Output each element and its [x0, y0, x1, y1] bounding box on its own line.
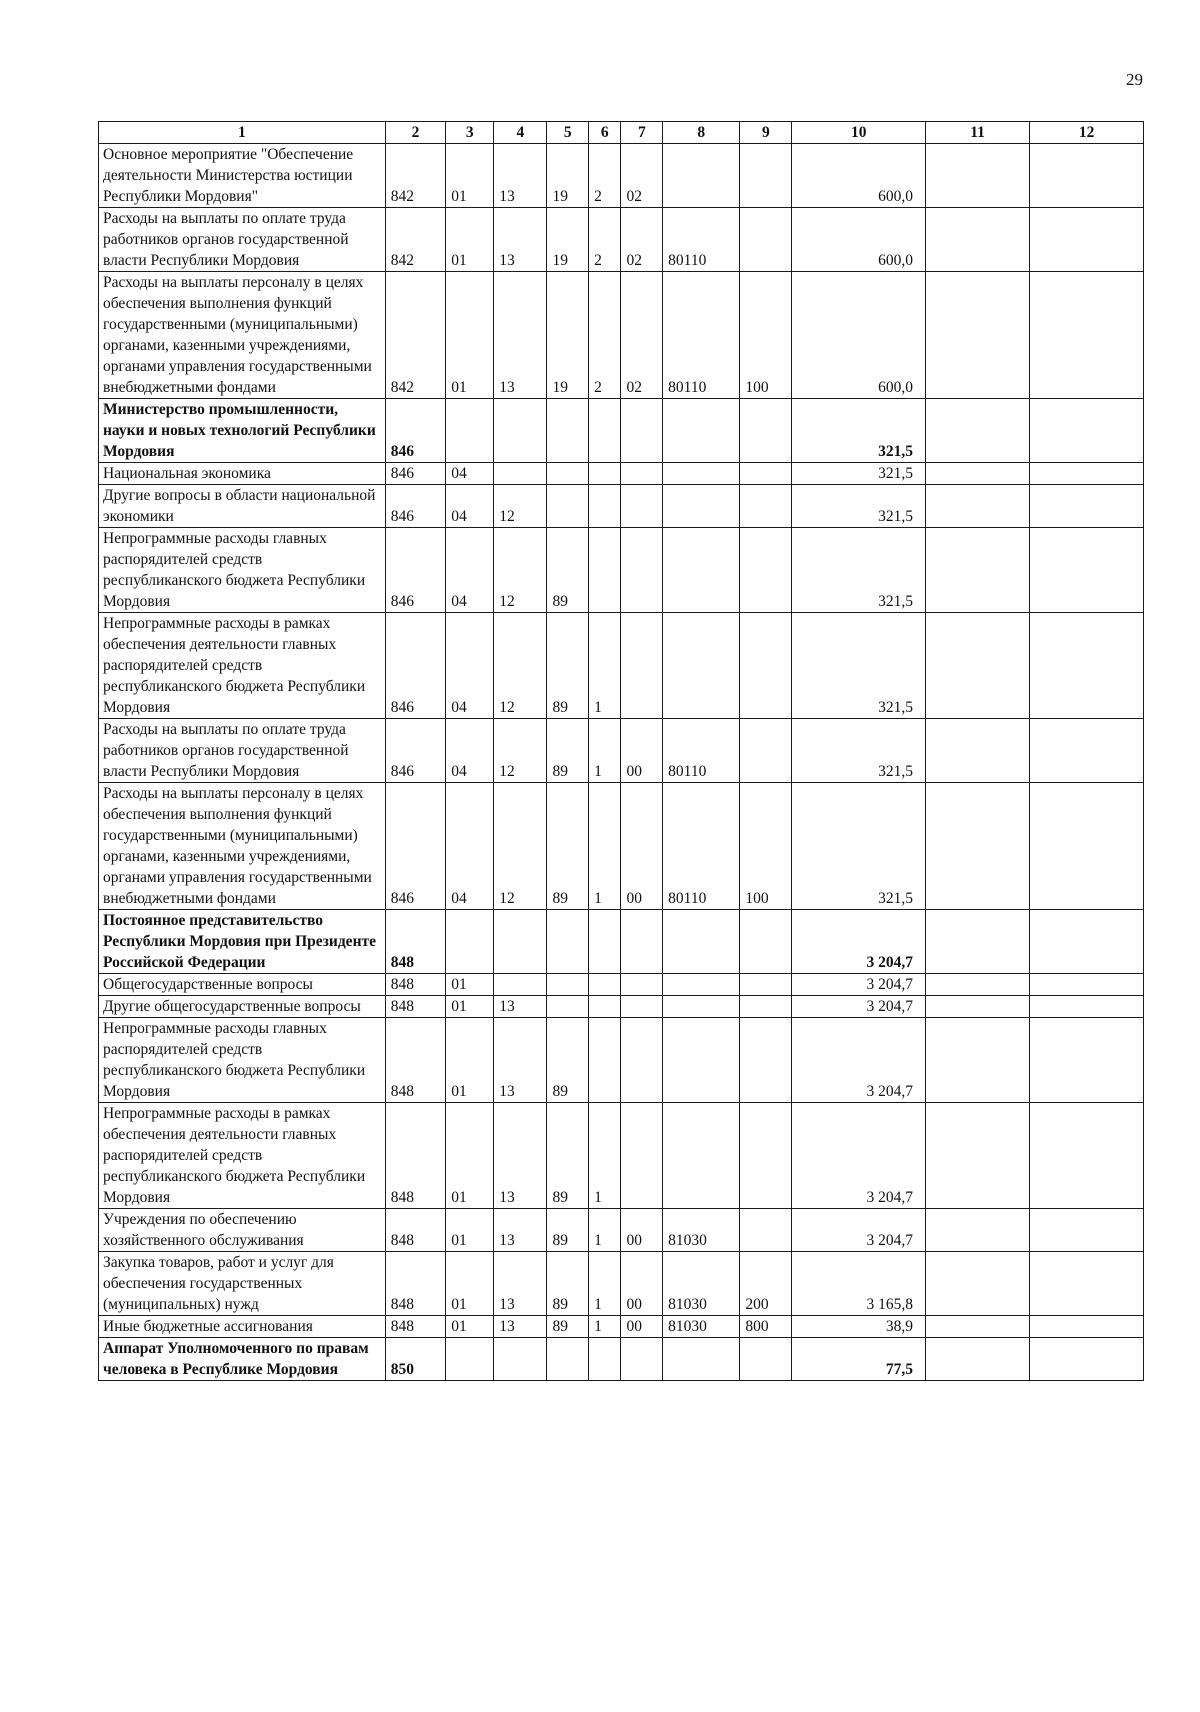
- section-cell: 01: [446, 1018, 494, 1103]
- direction-cell: [663, 1103, 740, 1209]
- chapter-cell: 848: [385, 1103, 445, 1209]
- event-cell: 02: [621, 208, 663, 272]
- column-header: 3: [446, 122, 494, 144]
- amount-cell: 321,5: [792, 399, 925, 463]
- row-name-cell: Непрограммные расходы в рамках обеспечения деятельности главных распорядителей средств республиканского бюджета Республики Мордовия: [99, 1103, 386, 1209]
- empty-cell-12: [1030, 1018, 1144, 1103]
- row-name-cell: Расходы на выплаты персоналу в целях обеспечения выполнения функций государственными (муниципальными) органами, казенными учреждениями, органами управления государственными внебюджетными фондами: [99, 272, 386, 399]
- row-name-cell: Иные бюджетные ассигнования: [99, 1316, 386, 1338]
- amount-cell: 600,0: [792, 208, 925, 272]
- subsection-cell: 13: [494, 208, 547, 272]
- amount-cell: 3 165,8: [792, 1252, 925, 1316]
- row-name-cell: Другие общегосударственные вопросы: [99, 996, 386, 1018]
- amount-cell: 3 204,7: [792, 1209, 925, 1252]
- empty-cell-11: [925, 1209, 1029, 1252]
- subsection-cell: 13: [494, 272, 547, 399]
- expense-type-cell: [740, 1018, 792, 1103]
- row-name-cell: Расходы на выплаты персоналу в целях обеспечения выполнения функций государственными (муниципальными) органами, казенными учреждениями, органами управления государственными внебюджетными фондами: [99, 783, 386, 910]
- subprogram-cell: 2: [589, 144, 621, 208]
- empty-cell-12: [1030, 1252, 1144, 1316]
- row-name-cell: Непрограммные расходы в рамках обеспечения деятельности главных распорядителей средств республиканского бюджета Республики Мордовия: [99, 613, 386, 719]
- subprogram-cell: [589, 463, 621, 485]
- subprogram-cell: [589, 485, 621, 528]
- row-name-cell: Непрограммные расходы главных распорядителей средств республиканского бюджета Республики Мордовия: [99, 528, 386, 613]
- empty-cell-12: [1030, 272, 1144, 399]
- row-name-cell: Постоянное представительство Республики Мордовия при Президенте Российской Федерации: [99, 910, 386, 974]
- subprogram-cell: 1: [589, 1316, 621, 1338]
- empty-cell-12: [1030, 974, 1144, 996]
- header-row: [99, 122, 1144, 144]
- amount-cell: 3 204,7: [792, 996, 925, 1018]
- amount-cell: 77,5: [792, 1338, 925, 1381]
- table-row: [99, 144, 1144, 208]
- direction-cell: [663, 1338, 740, 1381]
- expense-type-cell: [740, 528, 792, 613]
- program-cell: 89: [547, 719, 589, 783]
- direction-cell: [663, 485, 740, 528]
- expense-type-cell: 800: [740, 1316, 792, 1338]
- direction-cell: 81030: [663, 1316, 740, 1338]
- subprogram-cell: [589, 1338, 621, 1381]
- direction-cell: [663, 910, 740, 974]
- table-row: [99, 1252, 1144, 1316]
- section-cell: 01: [446, 144, 494, 208]
- amount-cell: 321,5: [792, 528, 925, 613]
- section-cell: 01: [446, 208, 494, 272]
- subsection-cell: 13: [494, 1103, 547, 1209]
- direction-cell: [663, 463, 740, 485]
- table-row: [99, 272, 1144, 399]
- amount-cell: 321,5: [792, 485, 925, 528]
- program-cell: 89: [547, 1316, 589, 1338]
- direction-cell: [663, 974, 740, 996]
- budget-table-container: [98, 121, 1144, 1381]
- event-cell: 00: [621, 1252, 663, 1316]
- expense-type-cell: 200: [740, 1252, 792, 1316]
- amount-cell: 3 204,7: [792, 974, 925, 996]
- subprogram-cell: 1: [589, 1209, 621, 1252]
- chapter-cell: 846: [385, 783, 445, 910]
- chapter-cell: 848: [385, 974, 445, 996]
- chapter-cell: 850: [385, 1338, 445, 1381]
- subprogram-cell: [589, 910, 621, 974]
- subprogram-cell: 2: [589, 208, 621, 272]
- event-cell: [621, 1018, 663, 1103]
- section-cell: 04: [446, 719, 494, 783]
- subprogram-cell: [589, 528, 621, 613]
- column-header: 9: [740, 122, 792, 144]
- empty-cell-12: [1030, 783, 1144, 910]
- amount-cell: 600,0: [792, 144, 925, 208]
- chapter-cell: 846: [385, 485, 445, 528]
- column-header: 4: [494, 122, 547, 144]
- subsection-cell: [494, 1338, 547, 1381]
- column-header: 8: [663, 122, 740, 144]
- amount-cell: 3 204,7: [792, 1103, 925, 1209]
- event-cell: 00: [621, 719, 663, 783]
- empty-cell-12: [1030, 144, 1144, 208]
- table-row: [99, 528, 1144, 613]
- empty-cell-11: [925, 399, 1029, 463]
- subsection-cell: [494, 463, 547, 485]
- program-cell: 19: [547, 208, 589, 272]
- program-cell: 89: [547, 783, 589, 910]
- empty-cell-11: [925, 1018, 1029, 1103]
- empty-cell-12: [1030, 528, 1144, 613]
- section-cell: 01: [446, 272, 494, 399]
- column-header: 5: [547, 122, 589, 144]
- empty-cell-12: [1030, 463, 1144, 485]
- empty-cell-11: [925, 528, 1029, 613]
- empty-cell-11: [925, 144, 1029, 208]
- direction-cell: 80110: [663, 719, 740, 783]
- direction-cell: 80110: [663, 783, 740, 910]
- empty-cell-12: [1030, 1338, 1144, 1381]
- row-name-cell: Общегосударственные вопросы: [99, 974, 386, 996]
- amount-cell: 321,5: [792, 783, 925, 910]
- page-number: 29: [1126, 70, 1143, 89]
- section-cell: 04: [446, 463, 494, 485]
- expense-type-cell: [740, 1338, 792, 1381]
- section-cell: 01: [446, 1252, 494, 1316]
- subsection-cell: 13: [494, 1018, 547, 1103]
- program-cell: [547, 399, 589, 463]
- event-cell: 02: [621, 144, 663, 208]
- chapter-cell: 842: [385, 208, 445, 272]
- empty-cell-12: [1030, 996, 1144, 1018]
- section-cell: 01: [446, 974, 494, 996]
- section-cell: 01: [446, 996, 494, 1018]
- section-cell: 01: [446, 1209, 494, 1252]
- chapter-cell: 846: [385, 399, 445, 463]
- chapter-cell: 842: [385, 272, 445, 399]
- chapter-cell: 848: [385, 1209, 445, 1252]
- direction-cell: 80110: [663, 208, 740, 272]
- program-cell: 19: [547, 144, 589, 208]
- amount-cell: 600,0: [792, 272, 925, 399]
- subprogram-cell: 2: [589, 272, 621, 399]
- program-cell: [547, 974, 589, 996]
- event-cell: [621, 974, 663, 996]
- program-cell: [547, 463, 589, 485]
- event-cell: 00: [621, 1209, 663, 1252]
- table-row: [99, 974, 1144, 996]
- column-header: 6: [589, 122, 621, 144]
- empty-cell-11: [925, 996, 1029, 1018]
- amount-cell: 3 204,7: [792, 910, 925, 974]
- table-row: [99, 783, 1144, 910]
- subsection-cell: 13: [494, 1209, 547, 1252]
- direction-cell: [663, 996, 740, 1018]
- direction-cell: 81030: [663, 1252, 740, 1316]
- expense-type-cell: [740, 485, 792, 528]
- subsection-cell: 12: [494, 783, 547, 910]
- event-cell: [621, 1338, 663, 1381]
- subsection-cell: [494, 910, 547, 974]
- program-cell: [547, 485, 589, 528]
- budget-table: [98, 121, 1144, 1381]
- table-row: [99, 1209, 1144, 1252]
- subprogram-cell: [589, 1018, 621, 1103]
- section-cell: 04: [446, 783, 494, 910]
- empty-cell-12: [1030, 1103, 1144, 1209]
- direction-cell: [663, 144, 740, 208]
- empty-cell-11: [925, 463, 1029, 485]
- expense-type-cell: [740, 996, 792, 1018]
- subsection-cell: 12: [494, 613, 547, 719]
- event-cell: [621, 1103, 663, 1209]
- empty-cell-12: [1030, 719, 1144, 783]
- section-cell: 04: [446, 485, 494, 528]
- section-cell: 01: [446, 1103, 494, 1209]
- subprogram-cell: 1: [589, 1103, 621, 1209]
- subsection-cell: 13: [494, 996, 547, 1018]
- event-cell: [621, 463, 663, 485]
- column-header: 10: [792, 122, 925, 144]
- chapter-cell: 848: [385, 1252, 445, 1316]
- column-header: 12: [1030, 122, 1144, 144]
- direction-cell: [663, 1018, 740, 1103]
- expense-type-cell: [740, 974, 792, 996]
- expense-type-cell: [740, 463, 792, 485]
- subsection-cell: [494, 974, 547, 996]
- chapter-cell: 848: [385, 996, 445, 1018]
- empty-cell-12: [1030, 1316, 1144, 1338]
- expense-type-cell: [740, 910, 792, 974]
- subsection-cell: 13: [494, 1252, 547, 1316]
- row-name-cell: Другие вопросы в области национальной экономики: [99, 485, 386, 528]
- empty-cell-11: [925, 485, 1029, 528]
- empty-cell-11: [925, 719, 1029, 783]
- expense-type-cell: [740, 208, 792, 272]
- expense-type-cell: [740, 144, 792, 208]
- row-name-cell: Министерство промышленности, науки и новых технологий Республики Мордовия: [99, 399, 386, 463]
- subprogram-cell: 1: [589, 719, 621, 783]
- table-row: [99, 399, 1144, 463]
- subprogram-cell: 1: [589, 613, 621, 719]
- column-header: 2: [385, 122, 445, 144]
- chapter-cell: 848: [385, 1316, 445, 1338]
- row-name-cell: Закупка товаров, работ и услуг для обеспечения государственных (муниципальных) нужд: [99, 1252, 386, 1316]
- direction-cell: [663, 528, 740, 613]
- direction-cell: 80110: [663, 272, 740, 399]
- table-row: [99, 910, 1144, 974]
- event-cell: [621, 528, 663, 613]
- empty-cell-12: [1030, 910, 1144, 974]
- program-cell: 89: [547, 528, 589, 613]
- subsection-cell: 13: [494, 144, 547, 208]
- amount-cell: 321,5: [792, 613, 925, 719]
- expense-type-cell: [740, 1103, 792, 1209]
- row-name-cell: Учреждения по обеспечению хозяйственного обслуживания: [99, 1209, 386, 1252]
- row-name-cell: Расходы на выплаты по оплате труда работников органов государственной власти Республики Мордовия: [99, 719, 386, 783]
- empty-cell-11: [925, 272, 1029, 399]
- program-cell: [547, 910, 589, 974]
- chapter-cell: 846: [385, 719, 445, 783]
- event-cell: [621, 996, 663, 1018]
- chapter-cell: 846: [385, 528, 445, 613]
- section-cell: 04: [446, 528, 494, 613]
- event-cell: [621, 399, 663, 463]
- empty-cell-11: [925, 974, 1029, 996]
- program-cell: 89: [547, 1018, 589, 1103]
- table-row: [99, 1316, 1144, 1338]
- column-header: 11: [925, 122, 1029, 144]
- expense-type-cell: [740, 613, 792, 719]
- amount-cell: 38,9: [792, 1316, 925, 1338]
- section-cell: [446, 910, 494, 974]
- event-cell: 02: [621, 272, 663, 399]
- table-row: [99, 485, 1144, 528]
- program-cell: 89: [547, 1252, 589, 1316]
- table-row: [99, 208, 1144, 272]
- row-name-cell: Аппарат Уполномоченного по правам человека в Республике Мордовия: [99, 1338, 386, 1381]
- chapter-cell: 848: [385, 910, 445, 974]
- direction-cell: [663, 613, 740, 719]
- table-row: [99, 613, 1144, 719]
- expense-type-cell: [740, 719, 792, 783]
- table-row: [99, 996, 1144, 1018]
- section-cell: [446, 399, 494, 463]
- subsection-cell: 12: [494, 485, 547, 528]
- empty-cell-12: [1030, 613, 1144, 719]
- empty-cell-12: [1030, 1209, 1144, 1252]
- subprogram-cell: [589, 996, 621, 1018]
- row-name-cell: Расходы на выплаты по оплате труда работников органов государственной власти Республики Мордовия: [99, 208, 386, 272]
- row-name-cell: Национальная экономика: [99, 463, 386, 485]
- subprogram-cell: 1: [589, 1252, 621, 1316]
- program-cell: 89: [547, 1209, 589, 1252]
- section-cell: 04: [446, 613, 494, 719]
- table-row: [99, 719, 1144, 783]
- empty-cell-12: [1030, 208, 1144, 272]
- program-cell: 89: [547, 613, 589, 719]
- column-header: 7: [621, 122, 663, 144]
- program-cell: 89: [547, 1103, 589, 1209]
- chapter-cell: 846: [385, 463, 445, 485]
- table-row: [99, 1018, 1144, 1103]
- empty-cell-11: [925, 1103, 1029, 1209]
- column-header: 1: [99, 122, 386, 144]
- event-cell: [621, 613, 663, 719]
- direction-cell: [663, 399, 740, 463]
- table-row: [99, 1338, 1144, 1381]
- program-cell: [547, 996, 589, 1018]
- subprogram-cell: 1: [589, 783, 621, 910]
- expense-type-cell: [740, 399, 792, 463]
- subprogram-cell: [589, 399, 621, 463]
- table-row: [99, 463, 1144, 485]
- row-name-cell: Основное мероприятие "Обеспечение деятельности Министерства юстиции Республики Мордовия": [99, 144, 386, 208]
- empty-cell-11: [925, 1338, 1029, 1381]
- direction-cell: 81030: [663, 1209, 740, 1252]
- amount-cell: 321,5: [792, 463, 925, 485]
- event-cell: 00: [621, 783, 663, 910]
- empty-cell-12: [1030, 399, 1144, 463]
- subsection-cell: [494, 399, 547, 463]
- subprogram-cell: [589, 974, 621, 996]
- event-cell: [621, 485, 663, 528]
- row-name-cell: Непрограммные расходы главных распорядителей средств республиканского бюджета Республики Мордовия: [99, 1018, 386, 1103]
- expense-type-cell: [740, 1209, 792, 1252]
- chapter-cell: 842: [385, 144, 445, 208]
- empty-cell-11: [925, 1316, 1029, 1338]
- empty-cell-11: [925, 208, 1029, 272]
- expense-type-cell: 100: [740, 783, 792, 910]
- empty-cell-11: [925, 613, 1029, 719]
- amount-cell: 321,5: [792, 719, 925, 783]
- amount-cell: 3 204,7: [792, 1018, 925, 1103]
- section-cell: 01: [446, 1316, 494, 1338]
- table-row: [99, 1103, 1144, 1209]
- empty-cell-11: [925, 783, 1029, 910]
- program-cell: [547, 1338, 589, 1381]
- subsection-cell: 13: [494, 1316, 547, 1338]
- empty-cell-12: [1030, 485, 1144, 528]
- section-cell: [446, 1338, 494, 1381]
- event-cell: [621, 910, 663, 974]
- program-cell: 19: [547, 272, 589, 399]
- table-body: [99, 144, 1144, 1381]
- chapter-cell: 846: [385, 613, 445, 719]
- empty-cell-11: [925, 1252, 1029, 1316]
- expense-type-cell: 100: [740, 272, 792, 399]
- subsection-cell: 12: [494, 719, 547, 783]
- subsection-cell: 12: [494, 528, 547, 613]
- empty-cell-11: [925, 910, 1029, 974]
- event-cell: 00: [621, 1316, 663, 1338]
- chapter-cell: 848: [385, 1018, 445, 1103]
